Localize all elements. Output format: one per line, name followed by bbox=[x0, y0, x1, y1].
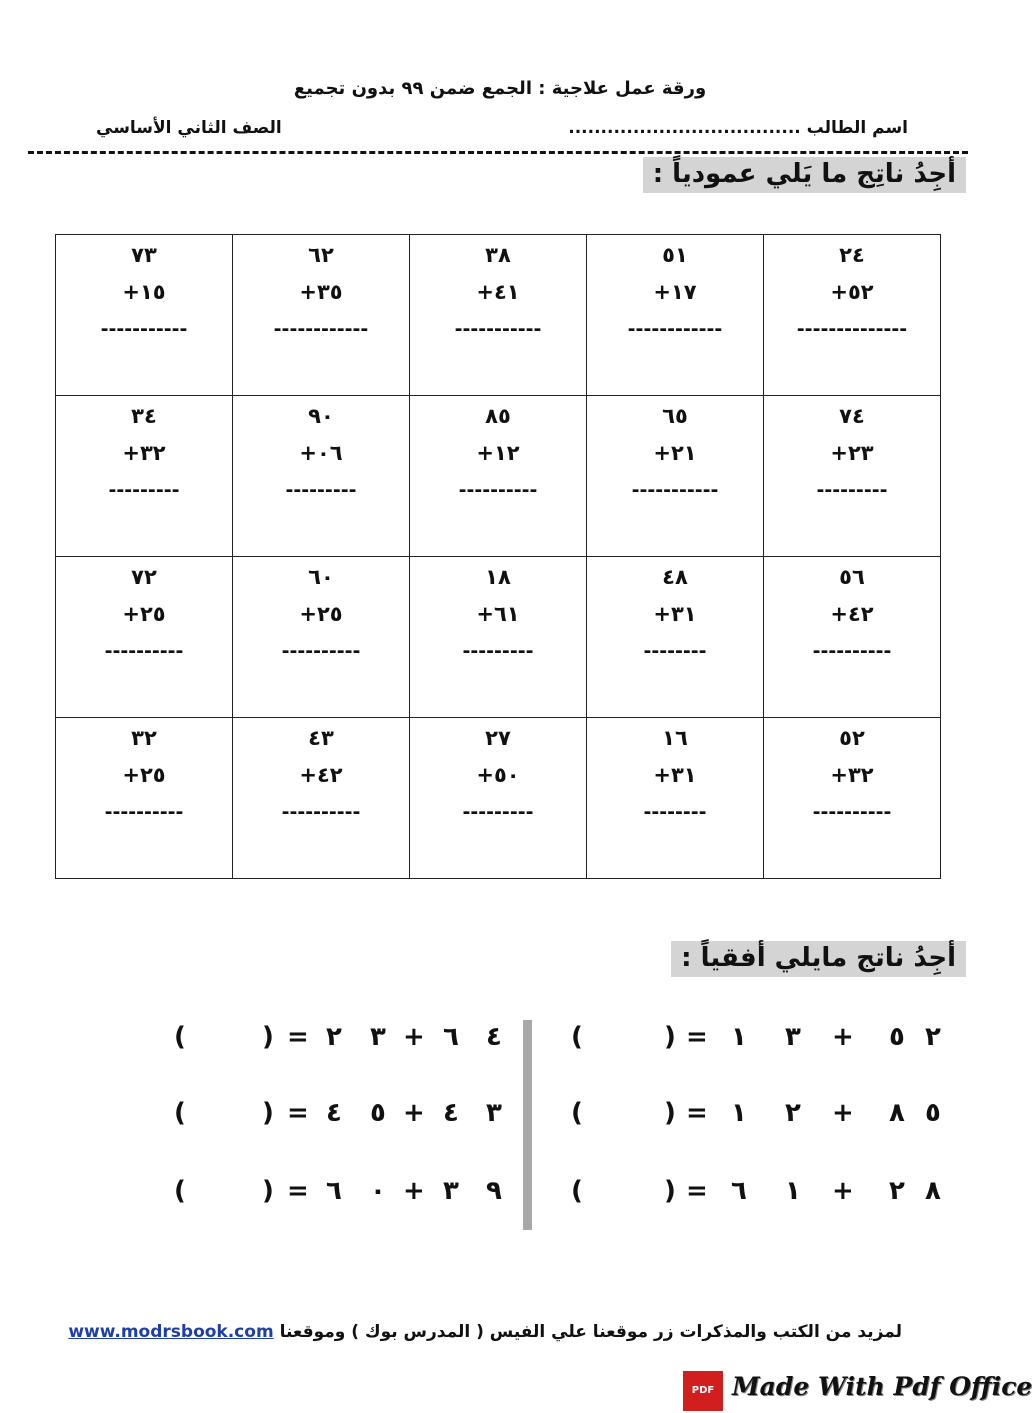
plus-sign: + bbox=[832, 1098, 854, 1128]
problem-cell[interactable] bbox=[56, 557, 233, 718]
answer-line: ---------- bbox=[812, 801, 892, 823]
addend-top: ٣٢ bbox=[131, 726, 157, 750]
problem-cell[interactable] bbox=[410, 235, 587, 396]
problem-cell[interactable] bbox=[233, 235, 410, 396]
addend-bottom: ٢٥+ bbox=[122, 602, 166, 626]
digit: ٥ bbox=[370, 1098, 386, 1128]
answer-line: ---------- bbox=[281, 640, 361, 662]
equals-sign: = bbox=[287, 1022, 309, 1052]
open-paren: ( bbox=[571, 1176, 583, 1206]
digit: ٦ bbox=[326, 1176, 342, 1206]
answer-line: -------- bbox=[643, 801, 707, 823]
answer-line: -------- bbox=[643, 640, 707, 662]
answer-line: -------------- bbox=[796, 318, 908, 340]
addend-top: ٥٢ bbox=[839, 726, 865, 750]
plus-sign: + bbox=[832, 1022, 854, 1052]
pdf-logo-icon: PDF bbox=[683, 1371, 723, 1411]
addend-top: ٣٤ bbox=[131, 404, 157, 428]
plus-sign: + bbox=[403, 1098, 425, 1128]
problem-cell[interactable] bbox=[56, 396, 233, 557]
addend-top: ٧٢ bbox=[131, 565, 157, 589]
addend-top: ٤٣ bbox=[308, 726, 334, 750]
made-with-watermark: Made With Pdf Office bbox=[732, 1372, 1032, 1401]
equals-sign: = bbox=[686, 1022, 708, 1052]
digit: ٣ bbox=[370, 1022, 386, 1052]
digit: ٨ bbox=[925, 1176, 941, 1206]
addend-top: ١٨ bbox=[485, 565, 511, 589]
problem-cell[interactable] bbox=[587, 396, 764, 557]
equals-sign: = bbox=[686, 1176, 708, 1206]
answer-line: ---------- bbox=[458, 479, 538, 501]
problem-cell[interactable] bbox=[587, 718, 764, 879]
addend-bottom: ٢٥+ bbox=[122, 763, 166, 787]
digit: ٢ bbox=[889, 1176, 905, 1206]
answer-line: ---------- bbox=[104, 640, 184, 662]
digit: ٤ bbox=[486, 1022, 502, 1052]
addend-bottom: ١٢+ bbox=[476, 441, 520, 465]
digit: ٥ bbox=[889, 1022, 905, 1052]
addend-top: ١٦ bbox=[662, 726, 688, 750]
answer-line: ------------ bbox=[273, 318, 369, 340]
open-paren: ( bbox=[571, 1098, 583, 1128]
problem-cell[interactable] bbox=[410, 557, 587, 718]
addend-top: ٩٠ bbox=[308, 404, 334, 428]
open-paren: ( bbox=[571, 1022, 583, 1052]
problem-cell[interactable] bbox=[233, 557, 410, 718]
addend-bottom: ٥٠+ bbox=[476, 763, 520, 787]
addend-top: ٥١ bbox=[662, 243, 688, 267]
digit: ٥ bbox=[925, 1098, 941, 1128]
problem-cell[interactable] bbox=[410, 396, 587, 557]
addend-bottom: ٣٥+ bbox=[299, 280, 343, 304]
problem-cell[interactable] bbox=[764, 557, 941, 718]
answer-line: ----------- bbox=[631, 479, 719, 501]
digit: ١ bbox=[731, 1022, 747, 1052]
problem-cell[interactable] bbox=[764, 718, 941, 879]
digit: ٣ bbox=[785, 1022, 801, 1052]
addend-top: ٣٨ bbox=[485, 243, 511, 267]
open-paren: ( bbox=[174, 1022, 186, 1052]
dashed-divider bbox=[28, 151, 968, 154]
addend-bottom: ٤١+ bbox=[476, 280, 520, 304]
problem-cell[interactable] bbox=[233, 718, 410, 879]
column-separator bbox=[523, 1020, 532, 1230]
close-paren: ) bbox=[262, 1022, 274, 1052]
addend-bottom: ٤٢+ bbox=[299, 763, 343, 787]
student-name-label: اسم الطالب .................................... bbox=[568, 118, 908, 138]
addend-bottom: ٣١+ bbox=[653, 602, 697, 626]
addend-bottom: ٤٢+ bbox=[830, 602, 874, 626]
website-link[interactable]: www.modrsbook.com bbox=[68, 1322, 274, 1342]
equals-sign: = bbox=[287, 1176, 309, 1206]
answer-line: --------- bbox=[108, 479, 180, 501]
worksheet-title: ورقة عمل علاجية : الجمع ضمن ٩٩ بدون تجميع bbox=[293, 78, 707, 99]
problem-cell[interactable] bbox=[764, 235, 941, 396]
addend-bottom: ٦١+ bbox=[476, 602, 520, 626]
footer-message: لمزيد من الكتب والمذكرات زر موقعنا علي الفيس ( المدرس بوك ) وموقعنا bbox=[279, 1322, 902, 1342]
addend-bottom: ٢١+ bbox=[653, 441, 697, 465]
open-paren: ( bbox=[174, 1176, 186, 1206]
problem-cell[interactable] bbox=[764, 396, 941, 557]
grid-row bbox=[56, 235, 941, 396]
answer-line: ---------- bbox=[104, 801, 184, 823]
addend-top: ٤٨ bbox=[662, 565, 688, 589]
answer-line: ----------- bbox=[100, 318, 188, 340]
open-paren: ( bbox=[174, 1098, 186, 1128]
digit: ٣ bbox=[443, 1176, 459, 1206]
addend-bottom: ٢٣+ bbox=[830, 441, 874, 465]
addend-bottom: ١٧+ bbox=[653, 280, 697, 304]
equals-sign: = bbox=[686, 1098, 708, 1128]
addend-top: ٧٣ bbox=[131, 243, 157, 267]
problem-cell[interactable] bbox=[587, 235, 764, 396]
vertical-addition-grid bbox=[55, 234, 941, 879]
digit: ٨ bbox=[889, 1098, 905, 1128]
addend-bottom: ٥٢+ bbox=[830, 280, 874, 304]
answer-line: --------- bbox=[816, 479, 888, 501]
close-paren: ) bbox=[262, 1176, 274, 1206]
answer-line: --------- bbox=[462, 640, 534, 662]
vertical-section-heading: أجِدُ ناتِج ما يَلي عمودياً : bbox=[643, 157, 966, 193]
addend-top: ٦٢ bbox=[308, 243, 334, 267]
problem-cell[interactable] bbox=[587, 557, 764, 718]
addend-bottom: ٣٢+ bbox=[122, 441, 166, 465]
digit: ١ bbox=[731, 1098, 747, 1128]
addend-top: ٦٠ bbox=[308, 565, 334, 589]
addend-bottom: ٢٥+ bbox=[299, 602, 343, 626]
grid-row bbox=[56, 396, 941, 557]
grade-label: الصف الثاني الأساسي bbox=[96, 118, 282, 138]
equals-sign: = bbox=[287, 1098, 309, 1128]
horizontal-section-heading: أجِدُ ناتج مايلي أفقياً : bbox=[671, 941, 966, 977]
digit: ٤ bbox=[326, 1098, 342, 1128]
answer-line: ----------- bbox=[454, 318, 542, 340]
digit: ٣ bbox=[486, 1098, 502, 1128]
footer-text bbox=[68, 1322, 902, 1342]
addend-bottom: ٠٦+ bbox=[299, 441, 343, 465]
close-paren: ) bbox=[664, 1176, 676, 1206]
answer-line: ---------- bbox=[812, 640, 892, 662]
close-paren: ) bbox=[664, 1098, 676, 1128]
digit: ٤ bbox=[443, 1098, 459, 1128]
addend-top: ٦٥ bbox=[662, 404, 688, 428]
problem-cell[interactable] bbox=[56, 235, 233, 396]
addend-top: ٧٤ bbox=[839, 404, 865, 428]
addend-bottom: ٣١+ bbox=[653, 763, 697, 787]
digit: ٦ bbox=[443, 1022, 459, 1052]
digit: ٢ bbox=[326, 1022, 342, 1052]
addend-bottom: ١٥+ bbox=[122, 280, 166, 304]
grid-row bbox=[56, 718, 941, 879]
plus-sign: + bbox=[832, 1176, 854, 1206]
addend-top: ٢٧ bbox=[485, 726, 511, 750]
digit: ٢ bbox=[785, 1098, 801, 1128]
addend-top: ٢٤ bbox=[839, 243, 865, 267]
plus-sign: + bbox=[403, 1176, 425, 1206]
addend-top: ٨٥ bbox=[485, 404, 511, 428]
digit: ٩ bbox=[486, 1176, 502, 1206]
answer-line: --------- bbox=[462, 801, 534, 823]
digit: ٦ bbox=[731, 1176, 747, 1206]
grid-row bbox=[56, 557, 941, 718]
plus-sign: + bbox=[403, 1022, 425, 1052]
answer-line: --------- bbox=[285, 479, 357, 501]
digit: ١ bbox=[785, 1176, 801, 1206]
close-paren: ) bbox=[262, 1098, 274, 1128]
problem-cell[interactable] bbox=[410, 718, 587, 879]
addend-top: ٥٦ bbox=[839, 565, 865, 589]
digit: ٢ bbox=[925, 1022, 941, 1052]
answer-line: ------------ bbox=[627, 318, 723, 340]
answer-line: ---------- bbox=[281, 801, 361, 823]
addend-bottom: ٣٢+ bbox=[830, 763, 874, 787]
problem-cell[interactable] bbox=[233, 396, 410, 557]
problem-cell[interactable] bbox=[56, 718, 233, 879]
digit: ٠ bbox=[370, 1176, 386, 1206]
close-paren: ) bbox=[664, 1022, 676, 1052]
